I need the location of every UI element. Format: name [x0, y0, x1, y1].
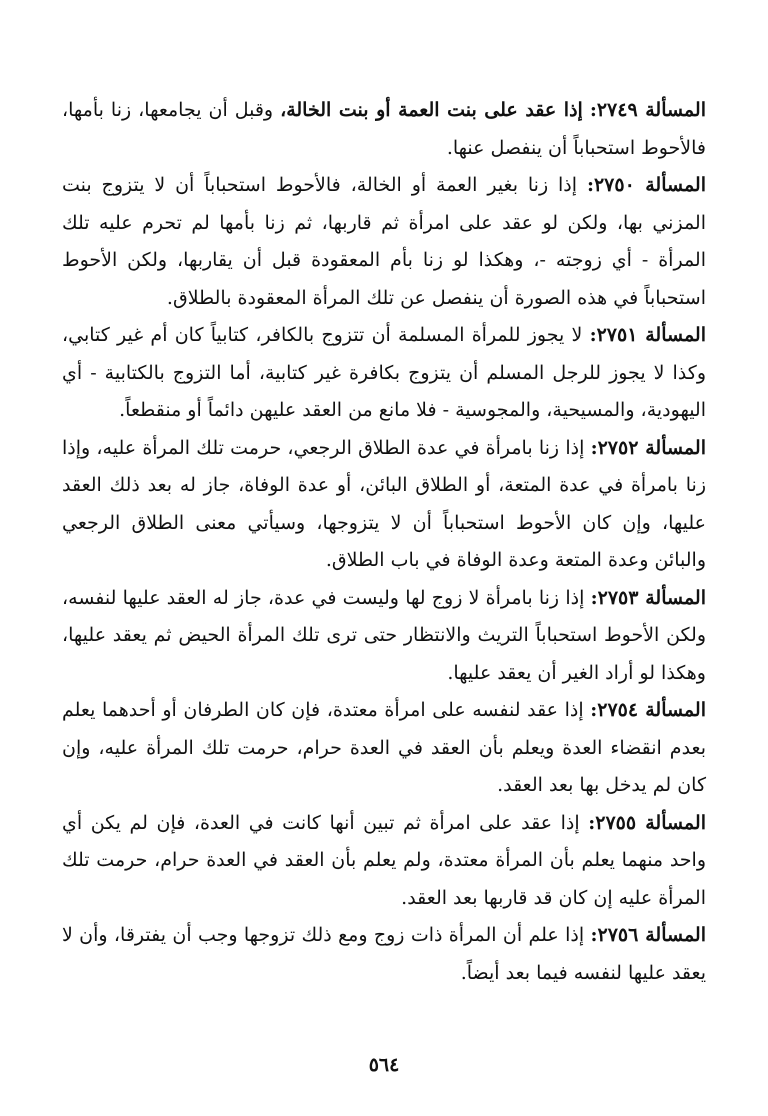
paragraph-2755 [62, 805, 706, 918]
issue-label: المسألة ٢٧٥٣: [590, 586, 707, 609]
issue-label: المسألة ٢٧٥٥: [588, 811, 706, 834]
paragraph-2749 [62, 92, 706, 167]
paragraph-text: إذا زنا بغير العمة أو الخالة، فالأحوط استحباباً أن لا يتزوج بنت المزني بها، ولكن لو عقد على امرأة ثم قاربها، ثم زنا بأمها لم تحرم عليه تلك المرأة - أي زوجته -، وهكذا لو زنا بأم المعقودة قبل أن يقاربها، ولكن الأحوط استحباباً في هذه الصورة أن ينفصل عن تلك المرأة المعقودة بالطلاق. [62, 174, 707, 309]
paragraph-text: إذا عقد على امرأة ثم تبين أنها كانت في العدة، فإن لم يكن أي واحد منهما يعلم بأن المرأة معتدة، ولم يعلم بأن العقد في العدة حرام، حرمت تلك المرأة عليه إن كان قد قاربها بعد العقد. [62, 811, 706, 909]
issue-label: المسألة ٢٧٥٢: [590, 436, 706, 459]
paragraph-2756 [62, 917, 706, 992]
page-number: ٥٦٤ [368, 1054, 400, 1076]
paragraph-text: إذا علم أن المرأة ذات زوج ومع ذلك تزوجها وجب أن يفترقا، وأن لا يعقد عليها لنفسه فيما بعد أيضاً. [62, 924, 706, 984]
paragraph-text: وقبل أن يجامعها، زنا بأمها، فالأحوط استحباباً أن ينفصل عنها. [62, 99, 706, 159]
issue-lead: إذا عقد على بنت العمة أو بنت الخالة، [280, 99, 583, 121]
paragraph-2750 [62, 167, 706, 317]
paragraph-text: إذا زنا بامرأة لا زوج لها وليست في عدة، جاز له العقد عليها لنفسه، ولكن الأحوط استحباباً التريث والانتظار حتى ترى تلك المرأة الحيض ثم يعقد عليها، وهكذا لو أراد الغير أن يعقد عليها. [62, 586, 706, 684]
paragraph-text: إذا زنا بامرأة في عدة الطلاق الرجعي، حرمت تلك المرأة عليه، وإذا زنا بامرأة في عدة المتعة، أو الطلاق البائن، أو عدة الوفاة، جاز له بعد ذلك العقد عليها، وإن كان الأحوط استحباباً أن لا يتزوجها، وسيأتي معنى الطلاق الرجعي والبائن وعدة المتعة وعدة الوفاة في باب الطلاق. [62, 436, 706, 571]
paragraph-2753 [62, 580, 706, 693]
issue-label: المسألة ٢٧٥٠: [586, 174, 707, 196]
paragraph-2752 [62, 430, 706, 580]
issue-label: المسألة ٢٧٥٦: [590, 924, 706, 946]
issue-label: المسألة ٢٧٥١: [589, 324, 706, 346]
issue-label: المسألة ٢٧٥٤: [590, 699, 706, 721]
paragraph-text: لا يجوز للمرأة المسلمة أن تتزوج بالكافر، كتابياً كان أم غير كتابي، وكذا لا يجوز للرجل المسلم أن يتزوج بكافرة غير كتابية، أما التزوج بالكتابية - أي اليهودية، والمسيحية، والمجوسية - فلا مانع من العقد عليهن دائماً أو منقطعاً. [62, 324, 706, 421]
paragraph-text: إذا عقد لنفسه على امرأة معتدة، فإن كان الطرفان أو أحدهما يعلم بعدم انقضاء العدة ويعلم بأن العقد في العدة حرام، حرمت تلك المرأة عليه، وإن كان لم يدخل بها بعد العقد. [62, 699, 706, 796]
issue-label: المسألة ٢٧٤٩: [589, 99, 706, 121]
paragraph-2754 [62, 692, 706, 805]
page-body [62, 92, 706, 992]
paragraph-2751 [62, 317, 706, 430]
